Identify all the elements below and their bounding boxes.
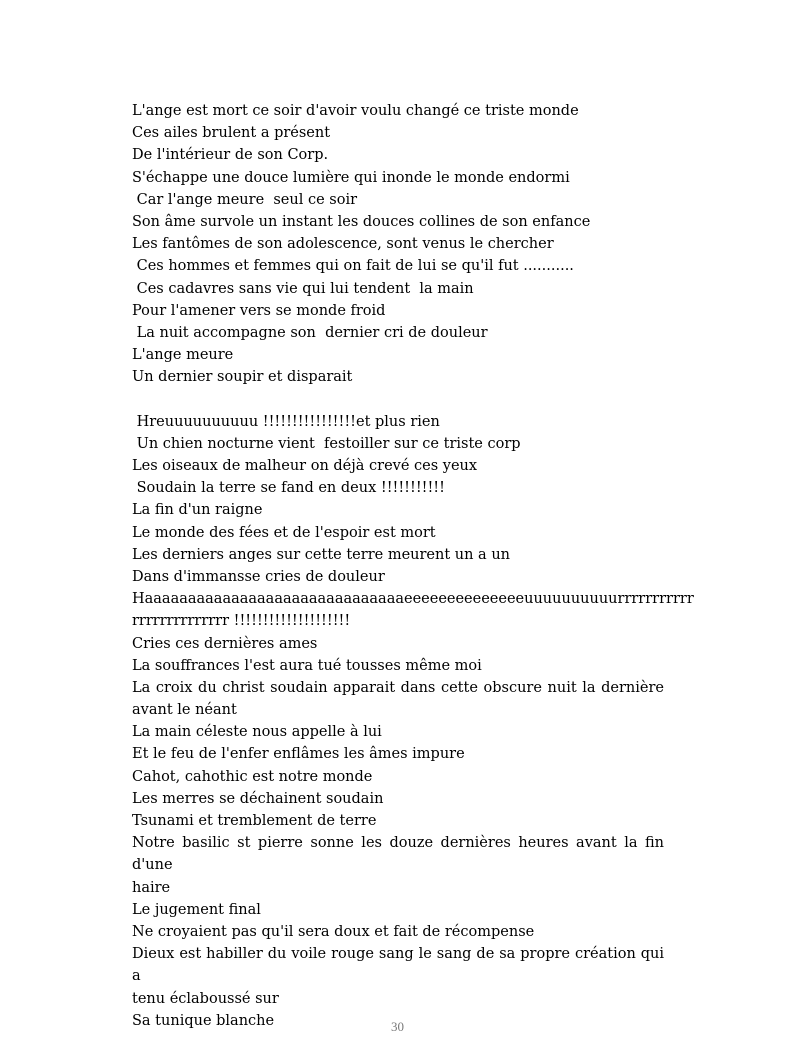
poem-line: De l'intérieur de son Corp. (132, 147, 329, 164)
poem-line: L'ange meure (132, 347, 234, 364)
poem-line: Les oiseaux de malheur on déjà crevé ces yeux (132, 458, 478, 474)
poem-line: Hreuuuuuuuuuu !!!!!!!!!!!!!!!!et plus rien (132, 413, 440, 430)
poem-line: tenu éclaboussé sur (132, 990, 279, 1007)
poem-line: Le monde des fées et de l'espoir est mort (132, 524, 436, 541)
poem-line: Un chien nocturne vient festoiller sur ce triste corp (132, 435, 521, 452)
poem-line: Cahot, cahothic est notre monde (132, 768, 373, 785)
poem-body (132, 100, 694, 1032)
poem-line: Ne croyaient pas qu'il sera doux et fait de récompense (132, 923, 535, 940)
poem-line: Les merres se déchainent soudain (132, 790, 384, 807)
poem-line: Notre basilic st pierre sonne les douze dernières heures avant la fin d'une (132, 835, 664, 874)
poem-line: Dieux est habiller du voile rouge sang le sang de sa propre création qui a (132, 946, 664, 985)
poem-line: Les derniers anges sur cette terre meurent un a un (132, 546, 510, 563)
poem-line: L'ange est mort ce soir d'avoir voulu changé ce triste monde (132, 103, 579, 119)
poem-line: Et le feu de l'enfer enflâmes les âmes impure (132, 746, 465, 763)
poem-line: La nuit accompagne son dernier cri de douleur (132, 324, 488, 341)
poem-line: rrrrrrrrrrrrrr !!!!!!!!!!!!!!!!!!!! (132, 613, 351, 630)
poem-line: Son âme survole un instant les douces collines de son enfance (132, 213, 591, 230)
poem-line: haire (132, 879, 171, 896)
poem-line: Un dernier soupir et disparait (132, 369, 353, 386)
poem-line: Ces cadavres sans vie qui lui tendent la main (132, 280, 474, 297)
poem-line: Dans d'immansse cries de douleur (132, 568, 385, 585)
poem-line: La souffrances l'est aura tué tousses même moi (132, 657, 482, 674)
poem-line: Soudain la terre se fand en deux !!!!!!!!!!! (132, 480, 445, 497)
page-number: 30 (391, 1019, 404, 1034)
poem-line: La croix du christ soudain apparait dans cette obscure nuit la dernière (132, 679, 664, 696)
poem-line: La fin d'un raigne (132, 502, 263, 519)
blank-line (132, 388, 664, 410)
poem-line: Ces ailes brulent a présent (132, 125, 331, 142)
poem-line: Tsunami et tremblement de terre (132, 813, 377, 830)
poem-line: Haaaaaaaaaaaaaaaaaaaaaaaaaaaaaaeeeeeeeeeeeeeeuuuuuuuuuurrrrrrrrrrr (132, 591, 694, 608)
poem-line: avant le néant (132, 702, 237, 719)
poem-line: Les fantômes de son adolescence, sont venus le chercher (132, 236, 554, 253)
poem-line: Le jugement final (132, 901, 261, 918)
poem-line: Cries ces dernières ames (132, 635, 318, 652)
poem-line: La main céleste nous appelle à lui (132, 724, 382, 741)
poem-line: Ces hommes et femmes qui on fait de lui se qu'il fut ........... (132, 258, 574, 275)
poem-line: Pour l'amener vers se monde froid (132, 302, 386, 319)
poem-line: S'échappe une douce lumière qui inonde le monde endormi (132, 169, 570, 186)
poem-line: Car l'ange meure seul ce soir (132, 191, 358, 208)
poem-line: Sa tunique blanche (132, 1012, 275, 1029)
